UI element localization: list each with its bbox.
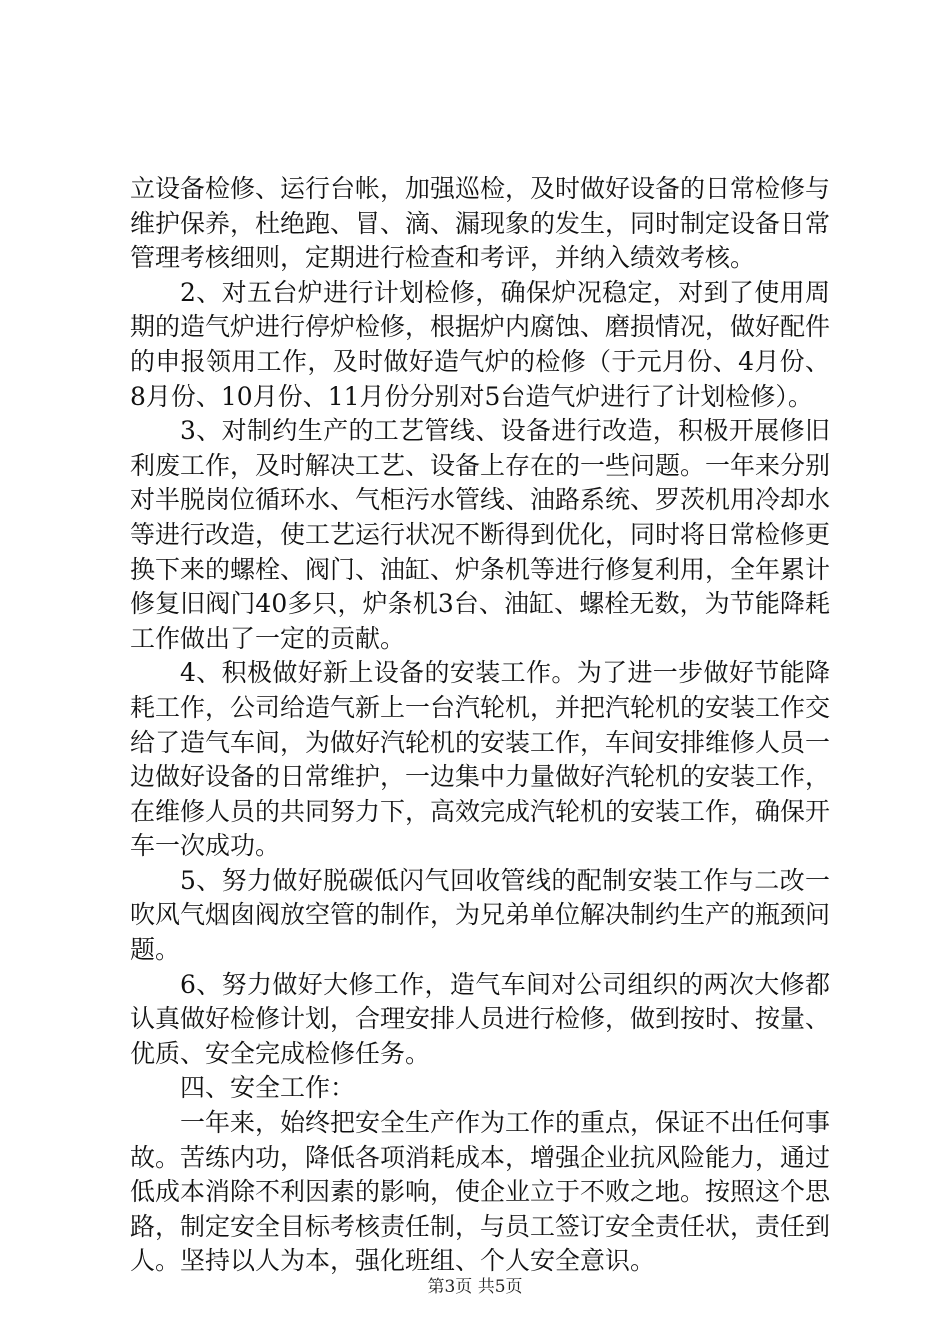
- section-heading-safety: 四、安全工作：: [180, 1073, 356, 1103]
- paragraph-item-4-equipment-installation: 4、积极做好新上设备的安装工作。为了进一步做好节能降耗工作，公司给造气新上一台汽轮机，并把汽轮机的安装工作交给了造气车间，为做好汽轮机的安装工作，车间安排维修人员一边做好设备的日常维护，一边集中力量做好汽轮机的安装工作，在维修人员的共同努力下，高效完成汽轮机的安装工作，确保开车一次成功。: [130, 658, 831, 861]
- paragraph-item-6-overhaul: 6、努力做好大修工作，造气车间对公司组织的两次大修都认真做好检修计划，合理安排人员进行检修，做到按时、按量、优质、安全完成检修任务。: [130, 969, 831, 1068]
- paragraph-equipment-ledger: 立设备检修、运行台帐，加强巡检，及时做好设备的日常检修与维护保养，杜绝跑、冒、滴、漏现象的发生，同时制定设备日常管理考核细则，定期进行检查和考评，并纳入绩效考核。: [130, 174, 831, 273]
- paragraph-item-5-gas-recovery: 5、努力做好脱碳低闪气回收管线的配制安装工作与二改一吹风气烟囱阀放空管的制作，为兄弟单位解决制约生产的瓶颈问题。: [130, 865, 831, 965]
- paragraph-item-3-pipeline-renovation: 3、对制约生产的工艺管线、设备进行改造，积极开展修旧利废工作，及时解决工艺、设备上存在的一些问题。一年来分别对半脱岗位循环水、气柜污水管线、油路系统、罗茨机用冷却水等进行改造，使工艺运行状况不断得到优化，同时将日常检修更换下来的螺栓、阀门、油缸、炉条机等进行修复利用，全年累计修复旧阀门40多只，炉条机3台、油缸、螺栓无数，为节能降耗工作做出了一定的贡献。: [130, 416, 831, 653]
- document-body: [130, 172, 830, 1279]
- paragraph-safety-work: 一年来，始终把安全生产作为工作的重点，保证不出任何事故。苦练内功，降低各项消耗成本，增强企业抗风险能力，通过低成本消除不利因素的影响，使企业立于不败之地。按照这个思路，制定安全目标考核责任制，与员工签订安全责任状，责任到人。坚持以人为本，强化班组、个人安全意识。: [130, 1108, 831, 1276]
- paragraph-item-2-furnace-maintenance: 2、对五台炉进行计划检修，确保炉况稳定，对到了使用周期的造气炉进行停炉检修，根据炉内腐蚀、磨损情况，做好配件的申报领用工作，及时做好造气炉的检修（于元月份、4月份、8月份、10月份、11月份分别对5台造气炉进行了计划检修）。: [130, 277, 831, 411]
- page-footer: 第3页 共5页: [427, 1277, 523, 1297]
